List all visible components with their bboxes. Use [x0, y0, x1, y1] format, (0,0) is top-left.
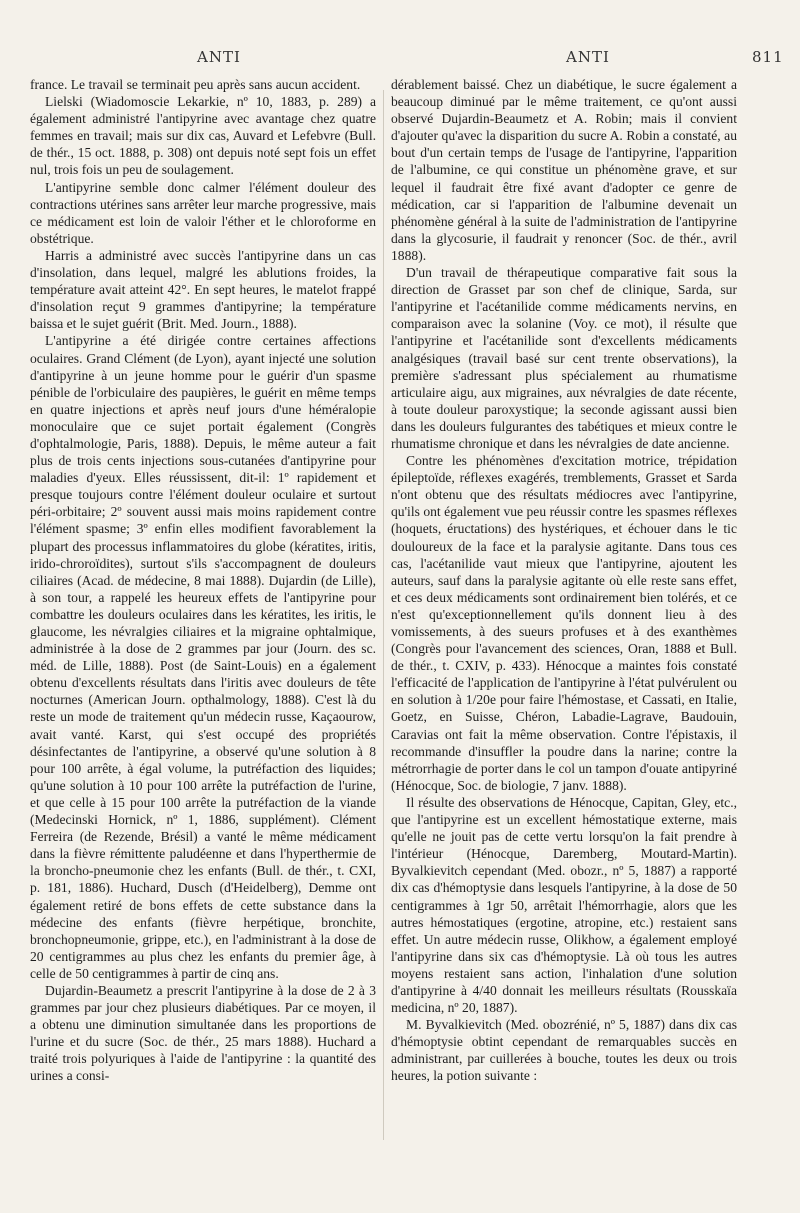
- paragraph: dérablement baissé. Chez un diabétique, le sucre également a beaucoup diminué par le même traitement, ce qu'ont aussi observé Dujardin-Beaumetz et A. Robin; mais il convient d'ajouter qu'avec la disparition du sucre A. Robin a constaté, au bout d'un certain temps de l'usage de l'antipyrine, l'apparition de l'albumine, ce qui constitue un phénomène grave, et sur lequel il faudrait être fixé avant d'adopter ce genre de médication, car si l'apparition de l'albumine devenait un phénomène général à la suite de l'administration de l'antipyrine dans la glycosurie, il faudrait y renoncer (Soc. de thér., avril 1888).: [391, 77, 737, 263]
- paragraph: L'antipyrine semble donc calmer l'élément douleur des contractions utérines sans arrêter leur marche progressive, mais ce médicament est loin de valoir l'éther et le chloroforme en obstétrique.: [30, 179, 376, 246]
- running-head-right: ANTI: [566, 48, 610, 66]
- paragraph: L'antipyrine a été dirigée contre certaines affections oculaires. Grand Clément (de Lyon), ayant injecté une solution d'antipyrine à un jeune homme pour le guérir d'un spasme pénible de l'orbiculaire des paupières, le guérit en même temps en quatre injections et après neuf jours d'une héméralopie monoculaire que ce sujet portait également (Congrès d'ophtalmologie, Paris, 1888). Depuis, le même auteur a fait plus de trois cents injections sous-cutanées d'antipyrine pour maladies d'yeux. Elles réussissent, dit-il: 1º rapidement et presque toujours contre l'élément douleur oculaire et surtout péri-orbitaire; 2º souvent aussi mais moins rapidement contre l'élément spasme; 3º enfin elles modifient favorablement la plupart des processus inflammatoires du globe (kératites, iritis, irido-chroroïdites), surtout s'ils s'accompagnent de douleurs ciliaires (Acad. de médecine, 8 mai 1888). Dujardin (de Lille), à son tour, a rappelé les heureux effets de l'antipyrine pour combattre les douleurs oculaires dans les kératites, les iritis, le glaucome, les névralgies ciliaires et la migraine ophtalmique, administrée à la dose de 2 grammes par jour (Journ. des sc. méd. de Lille, 1888). Post (de Saint-Louis) en a également obtenu d'excellents résultats dans l'iritis avec douleurs de tête nocturnes (American Journ. opthalmology, 1888). C'est là du reste un mode de traitement qu'un médecin russe, Kaçaourow, avait vanté. Karst, qui s'est occupé des propriétés désinfectantes de l'antipyrine, a observé qu'une solution à 8 pour 100 arrête, à égal volume, la putréfaction des liquides; qu'une solution à 10 pour 100 arrête la putréfaction de l'urine, et que celle à 15 pour 100 arrête la putréfaction de la viande (Medecinski Hornick, nº 1, 1886, supplément). Clément Ferreira (de Rezende, Brésil) a vanté le même médicament dans la fièvre rémittente paludéenne et dans l'hyperthermie de la broncho-pneumonie chez les enfants (Bull. de thér., t. CXI, p. 181, 1886). Huchard, Dusch (d'Heidelberg), Demme ont également retiré de bons effets de cette substance dans la médecine des enfants (fièvre herpétique, bronchite, bronchopneumonie, grippe, etc.), en l'administrant à la dose de 20 centigrammes au plus chez les enfants du premier âge, à celle de 50 centigrammes à partir de cinq ans.: [30, 333, 376, 981]
- column-divider: [383, 90, 384, 1140]
- right-column: [391, 76, 737, 1085]
- paragraph: Contre les phénomènes d'excitation motrice, trépidation épileptoïde, réflexes exagérés, tremblements, Grasset et Sarda n'ont obtenu que des résultats médiocres avec l'antipyrine, qu'ils ont également vue peu réussir contre les spasmes réflexes (hoquets, éructations) des hystériques, et échouer dans le tic douloureux de la face et la paralysie agitante. Dans tous ces cas, l'acétanilide vaut mieux que l'antipyrine, ajoutent les auteurs, sauf dans la paralysie agitante où elle reste sans effet, et ces deux médicaments sont ordinairement bien tolérés, et ce n'est qu'exceptionnellement qu'ils donnent lieu à des vomissements, à des sueurs profuses et à des exanthèmes (Congrès pour l'avancement des sciences, Oran, 1888 et Bull. de thér., t. CXIV, p. 433). Hénocque a maintes fois constaté l'efficacité de l'application de l'antipyrine à l'état pulvérulent ou en solution à 1/20e pour faire l'hémostase, et Cassati, en Italie, Goetz, en Suisse, Chéron, Labadie-Lagrave, Baudouin, Caravias ont fait la même observation. Contre l'épistaxis, il recommande d'insuffler la poudre dans la narine; contre la métrorrhagie de porter dans le col un tampon d'ouate antipyriné (Hénocque, Soc. de biologie, 7 janv. 1888).: [391, 453, 737, 793]
- running-head-left: ANTI: [197, 48, 241, 66]
- paragraph: Dujardin-Beaumetz a prescrit l'antipyrine à la dose de 2 à 3 grammes par jour chez plusieurs diabétiques. Par ce moyen, il a obtenu une diminution simultanée dans les proportions de l'urine et du sucre (Soc. de thér., 25 mars 1888). Huchard a traité trois polyuriques à l'aide de l'antipyrine : la quantité des urines a consi-: [30, 982, 376, 1084]
- page-number: 811: [752, 48, 784, 66]
- left-column: [30, 76, 376, 1085]
- paragraph: Harris a administré avec succès l'antipyrine dans un cas d'insolation, dans lequel, malgré les ablutions froides, la température avait atteint 42°. En sept heures, le matelot frappé d'insolation reçut 9 grammes d'antipyrine; la température baissa et le sujet guérit (Brit. Med. Journ., 1888).: [30, 247, 376, 332]
- paragraph: D'un travail de thérapeutique comparative fait sous la direction de Grasset par son chef de clinique, Sarda, sur l'antipyrine et l'acétanilide comme médicaments nervins, en comparaison avec la solanine (Voy. ce mot), il résulte que l'antipyrine et l'acétanilide sont d'excellents médicaments analgésiques (travail basé sur cent trente observations), la première s'adressant plus spécialement au rhumatisme articulaire aigu, aux migraines, aux névralgies de date récente, à toute douleur paroxystique; la seconde agissant aussi bien dans les douleurs fulgurantes des tabétiques et mieux contre le rhumatisme chronique et dans les névralgies de date ancienne.: [391, 265, 737, 451]
- paragraph: france. Le travail se terminait peu après sans aucun accident.: [30, 77, 361, 92]
- paragraph: Lielski (Wiadomoscie Lekarkie, nº 10, 1883, p. 289) a également administré l'antipyrine avec avantage chez quatre femmes en travail; mais sur dix cas, Auvard et Lefebvre (Bull. de thér., 15 oct. 1888, p. 308) ont depuis noté sept fois un effet nul, trois fois un peu de soulagement.: [30, 94, 376, 178]
- paragraph: Il résulte des observations de Hénocque, Capitan, Gley, etc., que l'antipyrine est un excellent hémostatique externe, mais qu'elle ne jouit pas de cette vertu lorsqu'on la fait prendre à l'intérieur (Hénocque, Daremberg, Moutard-Martin). Byvalkievitch cependant (Med. obozr., nº 5, 1887) a rapporté dix cas d'hémoptysie dans lesquels l'antipyrine, à la dose de 50 centigrammes à 1gr 50, arrêtait l'hémorrhagie, alors que les autres hémostatiques (ergotine, atropine, etc.) restaient sans effet. Un autre médecin russe, Olikhow, a également employé l'antipyrine dans six cas d'hémoptysie. Là où tous les autres moyens restaient sans action, l'inhalation d'une solution d'antipyrine à 4/40 donnait les meilleurs résultats (Rousskaïa medicina, nº 20, 1887).: [391, 794, 737, 1016]
- paragraph: M. Byvalkievitch (Med. obozrénié, nº 5, 1887) dans dix cas d'hémoptysie obtint cependant de remarquables succès en administrant, par cuillerées à bouche, toutes les deux ou trois heures, la potion suivante :: [391, 1017, 737, 1084]
